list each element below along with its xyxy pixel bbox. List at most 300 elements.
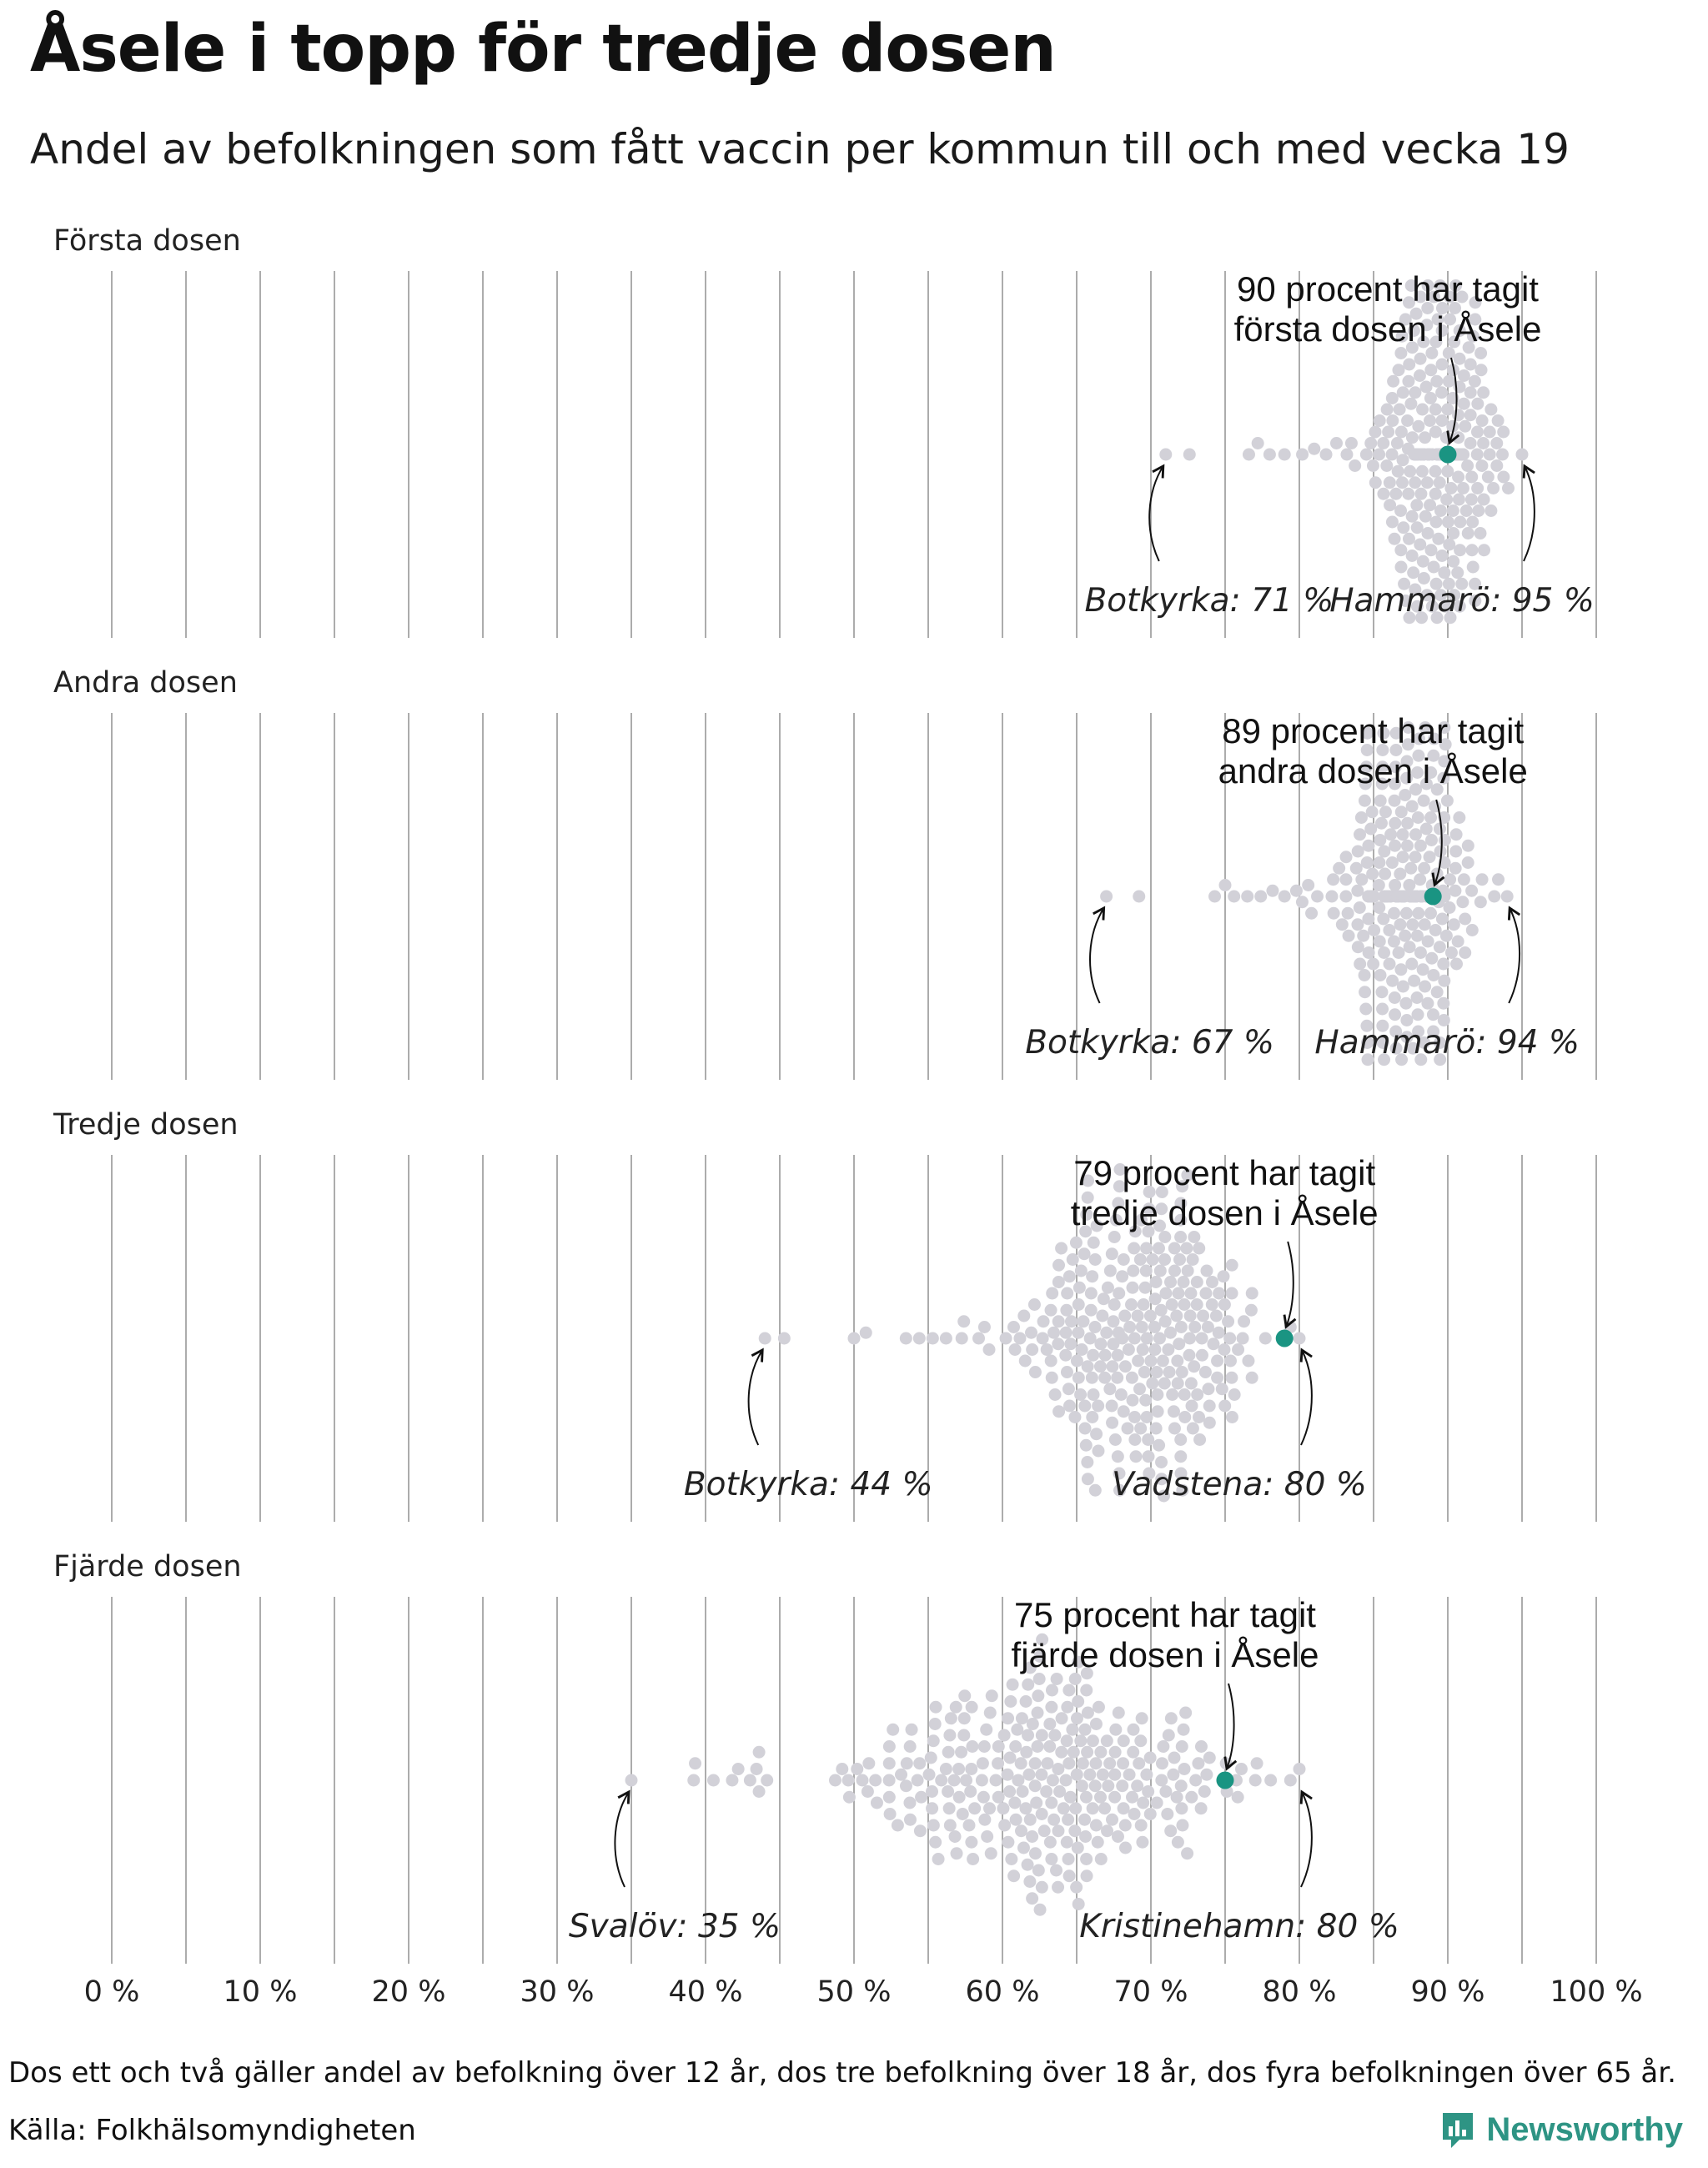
municipality-dot	[1458, 369, 1470, 382]
municipality-dot	[1232, 1343, 1244, 1356]
municipality-dot	[871, 1797, 883, 1809]
municipality-dot	[1387, 375, 1399, 388]
municipality-dot	[904, 1740, 917, 1753]
municipality-dot	[1404, 465, 1416, 478]
municipality-dot	[1101, 1734, 1113, 1747]
municipality-dot	[901, 1757, 913, 1769]
municipality-dot	[1068, 1824, 1081, 1837]
municipality-dot	[1142, 1433, 1154, 1446]
municipality-dot	[1496, 449, 1509, 461]
municipality-dot	[1108, 1791, 1121, 1804]
municipality-dot	[1457, 449, 1469, 461]
municipality-dot	[1173, 1337, 1185, 1350]
municipality-dot	[1259, 1332, 1272, 1345]
municipality-dot	[1434, 823, 1446, 836]
min-arrow	[1090, 908, 1104, 1003]
municipality-dot	[1386, 516, 1399, 529]
municipality-dot	[1171, 1355, 1183, 1368]
municipality-dot	[1484, 404, 1497, 416]
municipality-dot	[1395, 426, 1408, 439]
municipality-dot	[1211, 1355, 1223, 1368]
municipality-dot	[1002, 1836, 1014, 1849]
highlight-annotation-line1: 79 procent har tagit	[1073, 1153, 1376, 1192]
municipality-dot	[1089, 1321, 1102, 1333]
municipality-dot	[1478, 544, 1490, 556]
municipality-dot	[1477, 437, 1489, 449]
municipality-dot	[1457, 482, 1469, 494]
municipality-dot	[903, 1797, 916, 1809]
municipality-dot	[1254, 891, 1267, 903]
municipality-dot	[1400, 907, 1413, 920]
municipality-dot	[1019, 1802, 1032, 1814]
municipality-dot	[1339, 891, 1352, 903]
municipality-dot	[1171, 1791, 1183, 1804]
municipality-dot	[1429, 404, 1442, 416]
municipality-dot	[1089, 1253, 1102, 1266]
municipality-dot	[1477, 386, 1489, 399]
municipality-dot	[1492, 873, 1505, 886]
municipality-dot	[1050, 1864, 1062, 1877]
municipality-dot	[1119, 1360, 1132, 1373]
municipality-dot	[1459, 913, 1471, 926]
municipality-dot	[1490, 459, 1503, 472]
municipality-dot	[726, 1774, 738, 1787]
municipality-dot	[1374, 414, 1386, 427]
municipality-dot	[1102, 1779, 1114, 1792]
municipality-dot	[1178, 1411, 1191, 1423]
municipality-dot	[1113, 1287, 1125, 1300]
municipality-dot	[968, 1802, 981, 1814]
municipality-dot	[1109, 1746, 1122, 1759]
municipality-dot	[1136, 1836, 1148, 1849]
municipality-dot	[862, 1757, 875, 1769]
municipality-dot	[1439, 834, 1451, 846]
municipality-dot	[958, 1712, 971, 1724]
municipality-dot	[1399, 789, 1411, 801]
min-label: Botkyrka: 44 %	[683, 1466, 933, 1503]
municipality-dot	[1056, 1712, 1068, 1724]
municipality-dot	[1207, 1337, 1219, 1350]
municipality-dot	[1081, 1456, 1093, 1468]
municipality-dot	[984, 1707, 997, 1719]
municipality-dot	[1070, 1881, 1083, 1894]
municipality-dot	[1128, 1808, 1141, 1820]
highlight-annotation-line2: andra dosen i Åsele	[1218, 751, 1528, 790]
municipality-dot	[1134, 1253, 1147, 1266]
municipality-dot	[1094, 1360, 1107, 1373]
municipality-dot	[1139, 1394, 1152, 1407]
municipality-dot	[1017, 1785, 1029, 1798]
municipality-dot	[1046, 1287, 1058, 1300]
chart-subtitle: Andel av befolkningen som fått vaccin per kommun till och med vecka 19	[30, 125, 1570, 173]
municipality-dot	[1045, 1853, 1057, 1865]
max-label: Vadstena: 80 %	[1112, 1466, 1367, 1503]
municipality-dot	[1049, 1388, 1062, 1401]
municipality-dot	[1419, 918, 1431, 931]
municipality-dot	[1168, 1242, 1181, 1255]
municipality-dot	[1106, 1400, 1118, 1413]
municipality-dot	[1384, 828, 1397, 841]
municipality-dot	[1478, 494, 1490, 506]
municipality-dot	[1078, 1814, 1091, 1826]
municipality-dot	[1351, 885, 1364, 897]
x-tick-label: 80 %	[1262, 1975, 1337, 2009]
municipality-dot	[1151, 1388, 1163, 1401]
municipality-dot	[1450, 828, 1463, 841]
municipality-dot	[942, 1785, 954, 1798]
municipality-dot	[1127, 1746, 1139, 1759]
municipality-dot	[1005, 1853, 1017, 1865]
municipality-dot	[1125, 1298, 1138, 1311]
municipality-dot	[1355, 873, 1368, 886]
municipality-dot	[1399, 997, 1412, 1010]
municipality-dot	[1409, 386, 1421, 399]
municipality-dot	[1109, 1724, 1122, 1736]
municipality-dot	[1237, 1332, 1249, 1345]
municipality-dot	[1123, 1321, 1136, 1333]
municipality-dot	[1153, 1439, 1165, 1452]
municipality-dot	[927, 1734, 940, 1747]
municipality-dot	[1386, 414, 1399, 427]
source-note: Källa: Folkhälsomyndigheten	[8, 2114, 416, 2147]
municipality-dot	[1141, 1332, 1153, 1345]
municipality-dot	[1391, 437, 1404, 449]
municipality-dot	[1029, 1757, 1042, 1769]
municipality-dot	[1119, 1842, 1132, 1854]
municipality-dot	[1103, 1383, 1116, 1395]
municipality-dot	[1112, 1830, 1124, 1843]
municipality-dot	[1436, 550, 1449, 562]
municipality-dot	[1206, 1276, 1218, 1288]
municipality-dot	[1378, 846, 1390, 858]
municipality-dot	[1156, 1757, 1168, 1769]
highlight-dot-asele	[1439, 446, 1457, 464]
municipality-dot	[1191, 1388, 1203, 1401]
municipality-dot	[1438, 975, 1450, 987]
municipality-dot	[1208, 891, 1221, 903]
municipality-dot	[1140, 1242, 1153, 1255]
municipality-dot	[1284, 1774, 1297, 1787]
min-label: Botkyrka: 67 %	[1025, 1024, 1274, 1061]
municipality-dot	[1464, 386, 1477, 399]
municipality-dot	[1090, 1718, 1103, 1730]
brand-logo	[1439, 2110, 1683, 2150]
municipality-dot	[1200, 1265, 1213, 1277]
municipality-dot	[1088, 1237, 1100, 1249]
municipality-dot	[1020, 1746, 1032, 1759]
municipality-dot	[1119, 1819, 1132, 1832]
municipality-dot	[1066, 1724, 1078, 1736]
municipality-dot	[1414, 488, 1427, 500]
municipality-dot	[1178, 1298, 1191, 1311]
municipality-dot	[1163, 1729, 1175, 1742]
municipality-dot	[966, 1740, 978, 1753]
municipality-dot	[1148, 1343, 1161, 1356]
municipality-dot	[1106, 1247, 1118, 1260]
municipality-dot	[1345, 437, 1358, 449]
max-label: Hammarö: 94 %	[1314, 1024, 1580, 1061]
municipality-dot	[1465, 494, 1478, 506]
municipality-dot	[1447, 555, 1459, 568]
municipality-dot	[1100, 891, 1113, 903]
municipality-dot	[1071, 1355, 1083, 1368]
municipality-dot	[1402, 488, 1414, 500]
municipality-dot	[1474, 347, 1487, 359]
min-label: Botkyrka: 71 %	[1084, 582, 1334, 620]
municipality-dot	[1226, 1259, 1238, 1272]
highlight-annotation-line1: 89 procent har tagit	[1222, 711, 1525, 750]
municipality-dot	[751, 1763, 763, 1775]
municipality-dot	[1401, 817, 1414, 830]
municipality-dot	[1003, 1752, 1016, 1764]
municipality-dot	[964, 1785, 977, 1798]
municipality-dot	[1465, 471, 1478, 484]
municipality-dot	[1246, 1372, 1258, 1384]
highlight-annotation-line1: 90 procent har tagit	[1237, 269, 1539, 309]
municipality-dot	[1093, 1701, 1105, 1714]
municipality-dot	[1471, 398, 1484, 410]
municipality-dot	[906, 1724, 918, 1736]
municipality-dot	[1138, 1366, 1151, 1378]
municipality-dot	[972, 1332, 985, 1345]
municipality-dot	[1000, 1332, 1012, 1345]
municipality-dot	[1092, 1445, 1104, 1458]
municipality-dot	[1484, 426, 1496, 439]
municipality-dot	[1424, 544, 1437, 556]
municipality-dot	[1232, 1791, 1244, 1804]
dots-group	[625, 1634, 1306, 1916]
municipality-dot	[1384, 476, 1396, 489]
municipality-dot	[1013, 1332, 1026, 1345]
municipality-dot	[1094, 1791, 1107, 1804]
municipality-dot	[1394, 404, 1406, 416]
municipality-dot	[1016, 1712, 1028, 1724]
municipality-dot	[1154, 1265, 1167, 1277]
municipality-dot	[1035, 1769, 1047, 1781]
municipality-dot	[1397, 454, 1409, 466]
municipality-dot	[949, 1830, 962, 1843]
municipality-dot	[1366, 868, 1379, 881]
municipality-dot	[957, 1315, 970, 1327]
municipality-dot	[1126, 1282, 1138, 1294]
municipality-dot	[1087, 1802, 1099, 1814]
municipality-dot	[1151, 1797, 1163, 1809]
municipality-dot	[1246, 1287, 1258, 1300]
municipality-dot	[1159, 1785, 1172, 1798]
municipality-dot	[940, 1763, 952, 1775]
municipality-dot	[1086, 1411, 1098, 1423]
municipality-dot	[913, 1757, 926, 1769]
municipality-dot	[948, 1774, 961, 1787]
municipality-dot	[1389, 488, 1402, 500]
municipality-dot	[1168, 1752, 1180, 1764]
municipality-dot	[1436, 414, 1449, 427]
municipality-dot	[1188, 1360, 1200, 1373]
municipality-dot	[1388, 907, 1400, 920]
municipality-dot	[1445, 946, 1458, 959]
municipality-dot	[1026, 1343, 1038, 1356]
municipality-dot	[1097, 1769, 1109, 1781]
municipality-dot	[1443, 375, 1455, 388]
municipality-dot	[1462, 527, 1474, 539]
municipality-dot	[1041, 1757, 1053, 1769]
municipality-dot	[1168, 1423, 1181, 1435]
municipality-dot	[1340, 851, 1353, 863]
municipality-dot	[1424, 811, 1437, 824]
municipality-dot	[1140, 1769, 1153, 1781]
municipality-dot	[1454, 544, 1466, 556]
municipality-dot	[1359, 795, 1371, 807]
municipality-dot	[1174, 1450, 1187, 1463]
municipality-dot	[1101, 1824, 1113, 1837]
municipality-dot	[1405, 958, 1418, 971]
municipality-dot	[1063, 1869, 1076, 1882]
municipality-dot	[1188, 1321, 1201, 1333]
municipality-dot	[1392, 465, 1404, 478]
municipality-dot	[1416, 404, 1429, 416]
municipality-dot	[1412, 811, 1424, 824]
municipality-dot	[1396, 476, 1409, 489]
municipality-dot	[1394, 918, 1406, 931]
municipality-dot	[1082, 1707, 1094, 1719]
municipality-dot	[1412, 907, 1424, 920]
municipality-dot	[1409, 851, 1422, 863]
municipality-dot	[1203, 1417, 1216, 1429]
municipality-dot	[848, 1332, 861, 1345]
municipality-dot	[1158, 1253, 1171, 1266]
municipality-dot	[1424, 499, 1436, 511]
municipality-dot	[1471, 426, 1484, 439]
municipality-dot	[1454, 516, 1466, 529]
municipality-dot	[1076, 1343, 1088, 1356]
municipality-dot	[1144, 1752, 1157, 1764]
municipality-dot	[1002, 1712, 1014, 1724]
municipality-dot	[1404, 941, 1416, 953]
municipality-dot	[1425, 834, 1438, 846]
municipality-dot	[1090, 1757, 1103, 1769]
municipality-dot	[1482, 471, 1494, 484]
municipality-dot	[1389, 1008, 1401, 1021]
municipality-dot	[1464, 409, 1477, 421]
municipality-dot	[1086, 1270, 1098, 1282]
municipality-dot	[1377, 913, 1389, 926]
municipality-dot	[1053, 1785, 1066, 1798]
municipality-dot	[1176, 1819, 1188, 1832]
municipality-dot	[1454, 353, 1466, 365]
municipality-dot	[1029, 1847, 1042, 1859]
municipality-dot	[1060, 1304, 1073, 1317]
municipality-dot	[998, 1819, 1011, 1832]
municipality-dot	[1409, 476, 1421, 489]
municipality-dot	[1149, 1292, 1162, 1305]
municipality-dot	[1126, 1791, 1138, 1804]
municipality-dot	[1118, 1253, 1130, 1266]
municipality-dot	[1062, 1383, 1075, 1395]
municipality-dot	[1150, 1423, 1163, 1435]
municipality-dot	[1108, 1769, 1121, 1781]
municipality-dot	[1434, 941, 1446, 953]
municipality-dot	[977, 1791, 990, 1804]
municipality-dot	[1409, 828, 1422, 841]
municipality-dot	[1022, 1859, 1034, 1871]
municipality-dot	[1373, 449, 1385, 461]
municipality-dot	[1116, 1779, 1128, 1792]
municipality-dot	[1202, 1383, 1214, 1395]
municipality-dot	[1076, 1779, 1088, 1792]
municipality-dot	[1098, 1802, 1111, 1814]
municipality-dot	[1424, 414, 1436, 427]
municipality-dot	[761, 1774, 773, 1787]
municipality-dot	[1343, 930, 1355, 942]
municipality-dot	[1431, 986, 1444, 998]
municipality-dot	[1041, 1343, 1053, 1356]
municipality-dot	[1055, 1242, 1068, 1255]
municipality-dot	[1166, 1298, 1178, 1311]
municipality-dot	[1109, 1433, 1122, 1446]
municipality-dot	[1010, 1814, 1022, 1826]
municipality-dot	[1150, 1276, 1163, 1288]
municipality-dot	[1425, 347, 1438, 359]
municipality-dot	[1029, 1779, 1042, 1792]
municipality-dot	[1139, 1282, 1152, 1294]
municipality-dot	[1162, 1343, 1174, 1356]
municipality-dot	[1092, 1400, 1104, 1413]
x-tick-label: 50 %	[816, 1975, 892, 2009]
municipality-dot	[1061, 1836, 1073, 1849]
highlight-dot-asele	[1424, 888, 1442, 906]
municipality-dot	[1134, 1734, 1147, 1747]
municipality-dot	[1427, 1008, 1439, 1021]
municipality-dot	[1141, 1411, 1153, 1423]
municipality-dot	[926, 1802, 938, 1814]
municipality-dot	[1183, 1349, 1195, 1362]
municipality-dot	[1159, 1315, 1172, 1327]
municipality-dot	[1052, 1824, 1064, 1837]
municipality-dot	[1401, 414, 1414, 427]
municipality-dot	[1098, 1372, 1111, 1384]
municipality-dot	[1266, 885, 1278, 897]
municipality-dot	[1081, 1746, 1093, 1759]
municipality-dot	[1460, 504, 1473, 517]
municipality-dot	[1458, 398, 1470, 410]
municipality-dot	[1393, 946, 1405, 959]
municipality-dot	[1354, 828, 1366, 841]
municipality-dot	[1015, 1824, 1027, 1837]
max-arrow	[1524, 466, 1535, 561]
municipality-dot	[1078, 1400, 1091, 1413]
municipality-dot	[965, 1836, 977, 1849]
municipality-dot	[1389, 840, 1401, 852]
municipality-dot	[1459, 946, 1471, 959]
municipality-dot	[983, 1343, 996, 1356]
municipality-dot	[976, 1774, 988, 1787]
municipality-dot	[1083, 1769, 1096, 1781]
municipality-dot	[1472, 504, 1484, 517]
municipality-dot	[1063, 1270, 1076, 1282]
municipality-dot	[1451, 566, 1464, 579]
municipality-dot	[1074, 1388, 1087, 1401]
municipality-dot	[1085, 1287, 1098, 1300]
municipality-dot	[1096, 1310, 1108, 1322]
municipality-dot	[1100, 1327, 1113, 1339]
municipality-dot	[1461, 459, 1474, 472]
municipality-dot	[978, 1740, 991, 1753]
municipality-dot	[1090, 1428, 1103, 1440]
municipality-dot	[1367, 958, 1379, 971]
municipality-dot	[1243, 449, 1255, 461]
municipality-dot	[1278, 891, 1291, 903]
municipality-dot	[1084, 1332, 1097, 1345]
